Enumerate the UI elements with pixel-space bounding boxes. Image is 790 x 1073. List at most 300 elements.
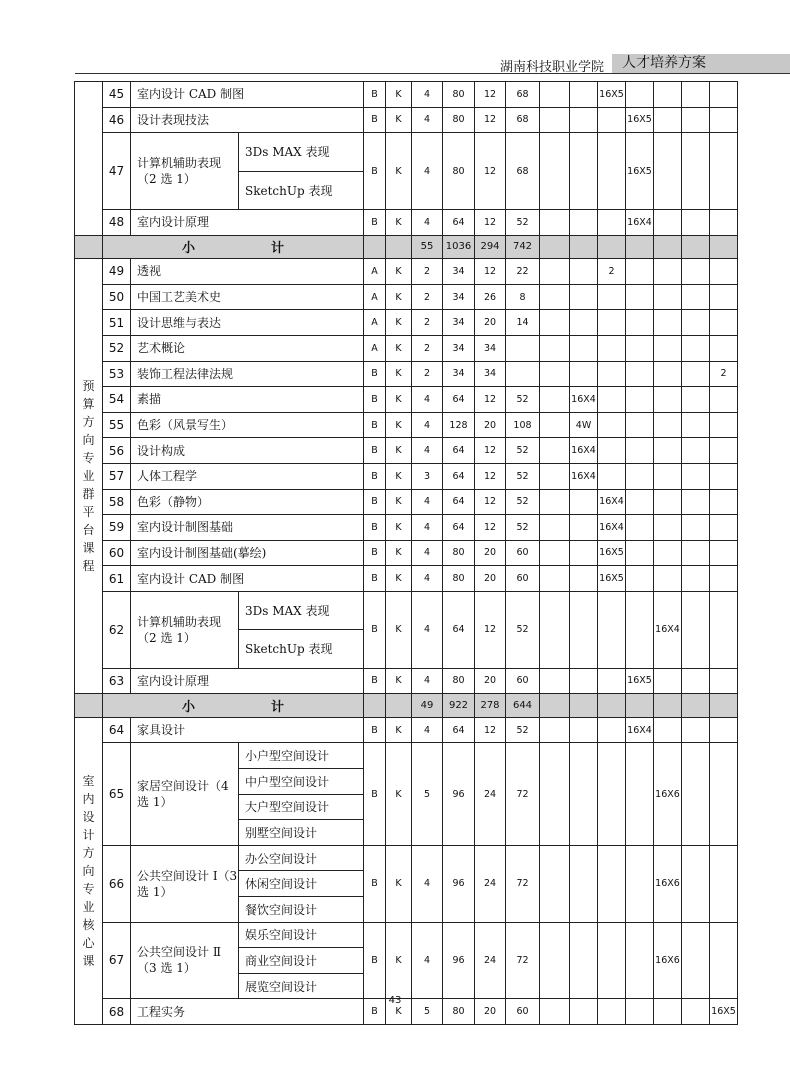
course-row [75, 361, 738, 387]
total-hours-cell: 34 [443, 310, 475, 336]
course-row [75, 133, 738, 171]
course-option: 展览空间设计 [239, 973, 364, 999]
semester-cell [710, 463, 738, 489]
school-name: 湖南科技职业学院 [500, 60, 605, 75]
semester-cell [710, 82, 738, 108]
type-cell: B [364, 133, 386, 210]
type-cell: B [364, 743, 386, 845]
semester-cell [540, 694, 570, 718]
semester-cell [710, 566, 738, 592]
semester-cell [710, 515, 738, 541]
type-cell: B [364, 591, 386, 668]
type-cell: B [364, 845, 386, 922]
semester-cell [654, 259, 682, 285]
semester-cell [682, 209, 710, 235]
semester-cell [598, 284, 626, 310]
header-rule [75, 73, 790, 74]
semester-cell [540, 259, 570, 285]
semester-cell [710, 387, 738, 413]
total-hours-cell: 64 [443, 438, 475, 464]
credit-cell: 4 [412, 412, 443, 438]
category-cell: K [386, 361, 412, 387]
semester-cell [598, 717, 626, 743]
category-cell: K [386, 743, 412, 845]
semester-cell [570, 259, 598, 285]
semester-cell [710, 743, 738, 845]
course-option: 别墅空间设计 [239, 820, 364, 846]
theory-hours-cell: 12 [475, 515, 506, 541]
semester-cell [654, 284, 682, 310]
semester-cell [710, 107, 738, 133]
course-number: 47 [103, 133, 131, 210]
page-number: 43 [388, 995, 402, 1006]
practice-hours-cell: 108 [506, 412, 540, 438]
theory-hours-cell: 294 [475, 235, 506, 259]
total-hours-cell: 64 [443, 489, 475, 515]
type-cell: B [364, 412, 386, 438]
practice-hours-cell: 52 [506, 463, 540, 489]
total-hours-cell: 64 [443, 591, 475, 668]
semester-cell: 16X4 [626, 717, 654, 743]
semester-cell [540, 668, 570, 694]
theory-hours-cell: 12 [475, 591, 506, 668]
theory-hours-cell: 24 [475, 845, 506, 922]
semester-cell: 16X6 [654, 743, 682, 845]
document-title: 人才培养方案 [612, 54, 790, 73]
course-number: 45 [103, 82, 131, 108]
course-number: 59 [103, 515, 131, 541]
semester-cell [540, 717, 570, 743]
semester-cell: 16X5 [598, 566, 626, 592]
practice-hours-cell: 52 [506, 209, 540, 235]
course-name: 计算机辅助表现（2 选 1） [131, 591, 239, 668]
course-name: 设计表现技法 [131, 107, 364, 133]
semester-cell [598, 361, 626, 387]
semester-cell [682, 133, 710, 210]
semester-cell [654, 668, 682, 694]
semester-cell [682, 717, 710, 743]
semester-cell [710, 845, 738, 922]
semester-cell [682, 361, 710, 387]
semester-cell [598, 438, 626, 464]
type-cell: B [364, 922, 386, 999]
semester-cell [654, 387, 682, 413]
course-option: 大户型空间设计 [239, 794, 364, 820]
credit-cell: 4 [412, 133, 443, 210]
semester-cell [710, 412, 738, 438]
credit-cell: 4 [412, 438, 443, 464]
course-row [75, 335, 738, 361]
course-row [75, 668, 738, 694]
semester-cell [626, 387, 654, 413]
semester-cell [654, 133, 682, 210]
practice-hours-cell: 52 [506, 591, 540, 668]
practice-hours-cell: 52 [506, 717, 540, 743]
credit-cell: 4 [412, 591, 443, 668]
semester-cell [570, 235, 598, 259]
practice-hours-cell: 52 [506, 387, 540, 413]
semester-cell [626, 335, 654, 361]
subtotal-row [75, 694, 738, 718]
semester-cell [570, 566, 598, 592]
practice-hours-cell: 60 [506, 999, 540, 1025]
credit-cell: 4 [412, 717, 443, 743]
course-row [75, 591, 738, 629]
semester-cell [654, 515, 682, 541]
course-name: 设计构成 [131, 438, 364, 464]
credit-cell: 49 [412, 694, 443, 718]
semester-cell [626, 694, 654, 718]
type-cell: B [364, 717, 386, 743]
theory-hours-cell: 12 [475, 387, 506, 413]
semester-cell [654, 335, 682, 361]
theory-hours-cell: 12 [475, 133, 506, 210]
group-cell [75, 235, 103, 259]
semester-cell [682, 310, 710, 336]
semester-cell [540, 489, 570, 515]
theory-hours-cell: 12 [475, 107, 506, 133]
semester-cell [598, 209, 626, 235]
type-cell [364, 235, 386, 259]
semester-cell [654, 566, 682, 592]
practice-hours-cell: 52 [506, 489, 540, 515]
course-option: 娱乐空间设计 [239, 922, 364, 948]
type-cell: B [364, 438, 386, 464]
semester-cell [598, 133, 626, 210]
semester-cell [570, 845, 598, 922]
credit-cell: 4 [412, 515, 443, 541]
semester-cell [626, 489, 654, 515]
semester-cell [540, 566, 570, 592]
practice-hours-cell: 52 [506, 438, 540, 464]
semester-cell: 16X5 [626, 668, 654, 694]
semester-cell [570, 82, 598, 108]
course-row [75, 107, 738, 133]
course-name: 室内设计制图基础 [131, 515, 364, 541]
category-cell: K [386, 387, 412, 413]
course-number: 53 [103, 361, 131, 387]
semester-cell [710, 489, 738, 515]
type-cell: A [364, 310, 386, 336]
semester-cell [682, 694, 710, 718]
semester-cell [682, 540, 710, 566]
subtotal-label-a: 小 [181, 700, 195, 716]
course-number: 66 [103, 845, 131, 922]
course-number: 50 [103, 284, 131, 310]
semester-cell [540, 361, 570, 387]
course-option: 商业空间设计 [239, 948, 364, 974]
course-number: 65 [103, 743, 131, 845]
credit-cell: 2 [412, 284, 443, 310]
type-cell: B [364, 489, 386, 515]
semester-cell: 16X4 [598, 515, 626, 541]
semester-cell: 16X4 [598, 489, 626, 515]
course-option: 小户型空间设计 [239, 743, 364, 769]
category-cell: K [386, 591, 412, 668]
practice-hours-cell: 52 [506, 515, 540, 541]
semester-cell [598, 845, 626, 922]
course-row [75, 387, 738, 413]
type-cell: B [364, 361, 386, 387]
course-name: 工程实务 [131, 999, 364, 1025]
theory-hours-cell: 34 [475, 335, 506, 361]
practice-hours-cell: 68 [506, 133, 540, 210]
semester-cell: 16X5 [598, 82, 626, 108]
semester-cell [626, 310, 654, 336]
semester-cell [682, 515, 710, 541]
practice-hours-cell: 68 [506, 107, 540, 133]
category-cell: K [386, 259, 412, 285]
practice-hours-cell: 8 [506, 284, 540, 310]
total-hours-cell: 64 [443, 463, 475, 489]
category-cell: K [386, 999, 412, 1025]
semester-cell [654, 438, 682, 464]
semester-cell [540, 743, 570, 845]
theory-hours-cell: 34 [475, 361, 506, 387]
practice-hours-cell [506, 335, 540, 361]
theory-hours-cell: 12 [475, 82, 506, 108]
semester-cell: 2 [710, 361, 738, 387]
category-cell: K [386, 284, 412, 310]
semester-cell [570, 310, 598, 336]
theory-hours-cell: 20 [475, 566, 506, 592]
semester-cell [570, 133, 598, 210]
semester-cell: 16X4 [654, 591, 682, 668]
total-hours-cell: 34 [443, 259, 475, 285]
semester-cell: 16X5 [626, 107, 654, 133]
group-label: 室内设计方向专业核心课 [75, 717, 103, 1024]
semester-cell [598, 310, 626, 336]
total-hours-cell: 80 [443, 82, 475, 108]
category-cell: K [386, 438, 412, 464]
category-cell [386, 694, 412, 718]
semester-cell [598, 694, 626, 718]
semester-cell [654, 463, 682, 489]
credit-cell: 4 [412, 209, 443, 235]
semester-cell [682, 463, 710, 489]
semester-cell [682, 259, 710, 285]
semester-cell [570, 540, 598, 566]
semester-cell [682, 235, 710, 259]
course-row [75, 463, 738, 489]
semester-cell [710, 438, 738, 464]
curriculum-table [74, 81, 738, 1025]
page-header [0, 0, 790, 80]
semester-cell [626, 540, 654, 566]
semester-cell [626, 922, 654, 999]
semester-cell [540, 82, 570, 108]
category-cell: K [386, 668, 412, 694]
theory-hours-cell: 24 [475, 922, 506, 999]
semester-cell [710, 540, 738, 566]
semester-cell [710, 284, 738, 310]
semester-cell [598, 922, 626, 999]
type-cell: B [364, 515, 386, 541]
type-cell: A [364, 335, 386, 361]
course-number: 68 [103, 999, 131, 1025]
type-cell [364, 694, 386, 718]
semester-cell [682, 335, 710, 361]
semester-cell [570, 717, 598, 743]
category-cell: K [386, 489, 412, 515]
semester-cell [682, 82, 710, 108]
course-number: 54 [103, 387, 131, 413]
semester-cell [570, 591, 598, 668]
course-row [75, 566, 738, 592]
semester-cell [540, 209, 570, 235]
practice-hours-cell: 68 [506, 82, 540, 108]
course-option: 办公空间设计 [239, 845, 364, 871]
semester-cell [626, 591, 654, 668]
total-hours-cell: 64 [443, 717, 475, 743]
semester-cell [654, 412, 682, 438]
semester-cell [570, 668, 598, 694]
total-hours-cell: 922 [443, 694, 475, 718]
semester-cell: 16X5 [626, 133, 654, 210]
type-cell: B [364, 999, 386, 1025]
semester-cell: 4W [570, 412, 598, 438]
category-cell: K [386, 845, 412, 922]
course-name: 透视 [131, 259, 364, 285]
type-cell: B [364, 387, 386, 413]
theory-hours-cell: 12 [475, 259, 506, 285]
credit-cell: 2 [412, 361, 443, 387]
theory-hours-cell: 12 [475, 717, 506, 743]
course-row [75, 412, 738, 438]
course-name: 公共空间设计 Ⅱ（3 选 1） [131, 922, 239, 999]
semester-cell [654, 235, 682, 259]
credit-cell: 2 [412, 335, 443, 361]
semester-cell [710, 922, 738, 999]
course-name: 中国工艺美术史 [131, 284, 364, 310]
subtotal-label [103, 235, 364, 259]
semester-cell: 2 [598, 259, 626, 285]
category-cell: K [386, 133, 412, 210]
credit-cell: 4 [412, 489, 443, 515]
course-row [75, 540, 738, 566]
semester-cell [626, 412, 654, 438]
semester-cell [598, 387, 626, 413]
semester-cell [570, 489, 598, 515]
total-hours-cell: 80 [443, 668, 475, 694]
credit-cell: 2 [412, 310, 443, 336]
course-option: 休闲空间设计 [239, 871, 364, 897]
course-option: 3Ds MAX 表现 [239, 133, 364, 171]
semester-cell [540, 540, 570, 566]
semester-cell [598, 107, 626, 133]
theory-hours-cell: 12 [475, 463, 506, 489]
course-row [75, 922, 738, 948]
course-row [75, 845, 738, 871]
total-hours-cell: 34 [443, 335, 475, 361]
semester-cell [626, 235, 654, 259]
semester-cell [598, 235, 626, 259]
course-number: 57 [103, 463, 131, 489]
semester-cell [654, 310, 682, 336]
semester-cell [710, 591, 738, 668]
total-hours-cell: 34 [443, 361, 475, 387]
semester-cell [570, 922, 598, 999]
semester-cell [598, 412, 626, 438]
type-cell: A [364, 259, 386, 285]
course-row [75, 438, 738, 464]
practice-hours-cell: 644 [506, 694, 540, 718]
credit-cell: 4 [412, 845, 443, 922]
course-number: 60 [103, 540, 131, 566]
category-cell: K [386, 209, 412, 235]
credit-cell: 5 [412, 999, 443, 1025]
theory-hours-cell: 20 [475, 999, 506, 1025]
credit-cell: 55 [412, 235, 443, 259]
semester-cell [540, 845, 570, 922]
semester-cell [682, 591, 710, 668]
semester-cell: 16X4 [570, 387, 598, 413]
semester-cell [682, 438, 710, 464]
practice-hours-cell: 72 [506, 922, 540, 999]
course-number: 62 [103, 591, 131, 668]
total-hours-cell: 80 [443, 566, 475, 592]
course-name: 计算机辅助表现（2 选 1） [131, 133, 239, 210]
semester-cell [710, 209, 738, 235]
course-name: 色彩（风景写生） [131, 412, 364, 438]
semester-cell [654, 361, 682, 387]
course-number: 52 [103, 335, 131, 361]
subtotal-row [75, 235, 738, 259]
course-name: 家具设计 [131, 717, 364, 743]
semester-cell [654, 82, 682, 108]
category-cell: K [386, 463, 412, 489]
course-name: 人体工程学 [131, 463, 364, 489]
subtotal-label-a: 小 [181, 241, 195, 257]
group-cell [75, 82, 103, 236]
type-cell: B [364, 540, 386, 566]
semester-cell [540, 284, 570, 310]
total-hours-cell: 96 [443, 743, 475, 845]
semester-cell [540, 235, 570, 259]
type-cell: B [364, 668, 386, 694]
course-number: 61 [103, 566, 131, 592]
semester-cell [710, 694, 738, 718]
semester-cell [710, 717, 738, 743]
total-hours-cell: 34 [443, 284, 475, 310]
semester-cell [540, 922, 570, 999]
semester-cell [710, 235, 738, 259]
credit-cell: 4 [412, 566, 443, 592]
total-hours-cell: 80 [443, 107, 475, 133]
practice-hours-cell: 72 [506, 743, 540, 845]
semester-cell [626, 515, 654, 541]
course-row [75, 284, 738, 310]
course-name: 装饰工程法律法规 [131, 361, 364, 387]
semester-cell [598, 743, 626, 845]
semester-cell [682, 668, 710, 694]
group-label: 预算方向专业群平台课程 [75, 259, 103, 694]
category-cell: K [386, 335, 412, 361]
semester-cell [540, 387, 570, 413]
semester-cell [570, 361, 598, 387]
semester-cell [682, 845, 710, 922]
course-number: 46 [103, 107, 131, 133]
category-cell [386, 235, 412, 259]
category-cell: K [386, 922, 412, 999]
group-cell [75, 694, 103, 718]
course-name: 色彩（静物） [131, 489, 364, 515]
course-number: 67 [103, 922, 131, 999]
theory-hours-cell: 20 [475, 540, 506, 566]
semester-cell [682, 107, 710, 133]
semester-cell [710, 668, 738, 694]
semester-cell [570, 107, 598, 133]
